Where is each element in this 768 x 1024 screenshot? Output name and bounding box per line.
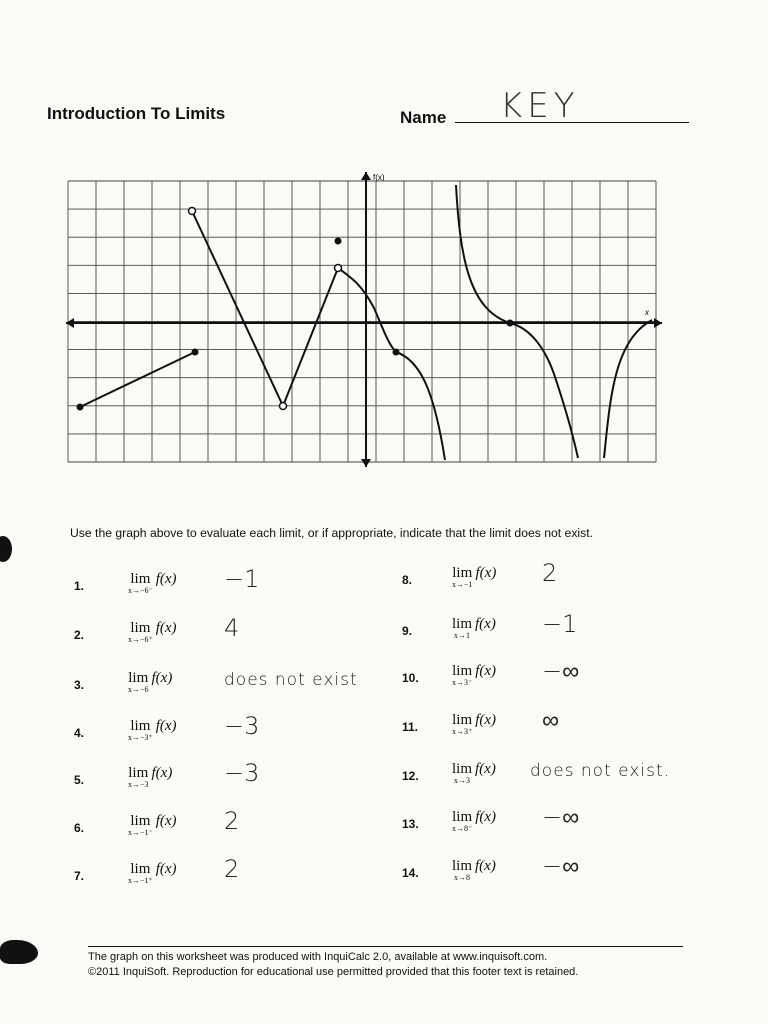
function-notation: f(x): [155, 718, 177, 734]
lim-word: lim: [452, 809, 473, 825]
handwritten-answer: −3: [224, 759, 260, 787]
lim-subscript: x→−1: [452, 580, 473, 589]
handwritten-answer: −3: [224, 712, 260, 740]
y-axis-label: f(x): [373, 173, 385, 182]
limit-expression: [452, 565, 496, 592]
function-notation: f(x): [475, 761, 496, 777]
function-notation: f(x): [475, 663, 497, 679]
problem-item: [402, 657, 722, 699]
function-notation: f(x): [155, 571, 177, 587]
problem-number: 5.: [74, 773, 85, 787]
problem-item: [74, 670, 394, 706]
x-axis-label: x: [645, 308, 649, 317]
scan-binder-mark: [0, 940, 38, 964]
limit-expression: [128, 571, 177, 598]
problem-number: 8.: [402, 573, 413, 587]
function-notation: f(x): [155, 813, 177, 829]
lim-subscript: x→3⁺: [452, 727, 473, 736]
lim-subscript: x→3: [454, 776, 470, 785]
graph-points: [77, 208, 514, 411]
lim-word: lim: [128, 670, 149, 686]
lim-subscript: x→−6⁻: [128, 586, 153, 595]
open-point-c: [189, 208, 196, 215]
lim-subscript: x→8: [454, 873, 470, 882]
name-handwritten: KEY: [500, 86, 580, 126]
handwritten-answer: does not exist.: [530, 761, 671, 781]
lim-word: lim: [130, 620, 151, 636]
instructions: Use the graph above to evaluate each limit, or if appropriate, indicate that the limit does not exist.: [70, 526, 594, 540]
footer-rule: [88, 946, 683, 947]
curve-middle: [338, 268, 445, 460]
segment-zigzag: [192, 211, 338, 406]
x-axis-left-arrow: [66, 318, 74, 328]
lim-word: lim: [452, 858, 473, 874]
limit-expression: [452, 663, 496, 690]
function-notation: f(x): [475, 809, 497, 825]
limit-expression: [128, 670, 172, 697]
graph-axes: [66, 172, 662, 467]
problem-number: 1.: [74, 579, 85, 593]
lim-word: lim: [452, 616, 473, 632]
limit-expression: [452, 761, 496, 788]
problem-number: 3.: [74, 678, 85, 692]
handwritten-answer: does not exist: [224, 670, 358, 690]
lim-word: lim: [130, 718, 151, 734]
problem-number: 7.: [74, 869, 85, 883]
limit-expression: [128, 861, 177, 888]
handwritten-answer: −1: [542, 610, 578, 638]
y-axis-down-arrow: [361, 459, 371, 467]
limit-expression: [128, 718, 177, 745]
segment-left: [80, 352, 195, 407]
problem-number: 4.: [74, 726, 85, 740]
problem-item: [74, 807, 394, 849]
lim-word: lim: [128, 765, 149, 781]
lim-subscript: x→1: [454, 631, 470, 640]
lim-subscript: x→−1⁻: [128, 828, 153, 837]
scan-hole-punch: [0, 536, 12, 562]
lim-subscript: x→−6: [128, 685, 149, 694]
handwritten-answer: −∞: [542, 657, 580, 685]
problem-item: [74, 614, 394, 656]
lim-word: lim: [130, 571, 151, 587]
lim-word: lim: [130, 813, 151, 829]
lim-word: lim: [452, 663, 473, 679]
problem-item: [402, 761, 722, 797]
function-notation: f(x): [475, 712, 497, 728]
handwritten-answer: −1: [224, 565, 260, 593]
lim-word: lim: [452, 712, 473, 728]
x-axis-right-arrow: [654, 318, 662, 328]
lim-subscript: x→−6⁺: [128, 635, 153, 644]
handwritten-answer: 2: [542, 559, 558, 587]
function-notation: f(x): [155, 620, 177, 636]
problem-item: [74, 565, 394, 607]
problem-item: [74, 759, 394, 801]
lim-word: lim: [452, 761, 473, 777]
function-notation: f(x): [151, 670, 173, 686]
problem-item: [402, 610, 722, 652]
problem-item: [402, 706, 722, 748]
open-point-f: [335, 265, 342, 272]
worksheet-title: Introduction To Limits: [47, 104, 226, 123]
lim-word: lim: [452, 565, 473, 581]
y-axis-up-arrow: [361, 172, 371, 180]
lim-word: lim: [130, 861, 151, 877]
filled-point-e: [335, 238, 342, 245]
problem-item: [74, 712, 394, 754]
handwritten-answer: 2: [224, 807, 240, 835]
footer-line-2: ©2011 InquiSoft. Reproduction for educational use permitted provided that this footer text is retained.: [88, 966, 579, 978]
limit-expression: [452, 712, 496, 739]
footer: [88, 950, 578, 980]
filled-point-b: [192, 349, 199, 356]
problem-number: 2.: [74, 628, 85, 642]
lim-subscript: x→−1⁺: [128, 876, 153, 885]
handwritten-answer: 4: [224, 614, 240, 642]
problem-number: 11.: [402, 720, 419, 734]
limit-expression: [452, 616, 496, 643]
lim-subscript: x→−3: [128, 780, 149, 789]
handwritten-answer: 2: [224, 855, 240, 883]
function-notation: f(x): [475, 616, 496, 632]
problem-item: [402, 852, 722, 894]
function-notation: f(x): [475, 858, 496, 874]
handwritten-answer: −∞: [542, 852, 580, 880]
open-point-d: [280, 403, 287, 410]
problem-item: [402, 559, 722, 601]
limit-expression: [452, 809, 496, 836]
lim-subscript: x→−3⁺: [128, 733, 153, 742]
lim-subscript: x→3⁻: [452, 678, 473, 687]
problem-number: 12.: [402, 769, 419, 783]
limit-expression: [128, 765, 172, 792]
problem-item: [74, 855, 394, 897]
problem-number: 6.: [74, 821, 85, 835]
function-notation: f(x): [151, 765, 173, 781]
limit-expression: [128, 813, 177, 840]
problem-number: 10.: [402, 671, 419, 685]
handwritten-answer: ∞: [542, 706, 560, 734]
problem-number: 9.: [402, 624, 413, 638]
filled-point-a: [77, 404, 84, 411]
filled-point-h: [507, 320, 514, 327]
function-notation: f(x): [475, 565, 497, 581]
function-notation: f(x): [155, 861, 177, 877]
problem-number: 13.: [402, 817, 419, 831]
problem-item: [402, 803, 722, 845]
limit-expression: [452, 858, 496, 885]
handwritten-answer: −∞: [542, 803, 580, 831]
limit-expression: [128, 620, 177, 647]
footer-line-1: The graph on this worksheet was produced with InquiCalc 2.0, available at www.inquisoft.com.: [88, 951, 548, 963]
name-label: Name: [400, 108, 447, 127]
filled-point-g: [393, 349, 400, 356]
lim-subscript: x→8⁻: [452, 824, 473, 833]
problem-number: 14.: [402, 866, 419, 880]
